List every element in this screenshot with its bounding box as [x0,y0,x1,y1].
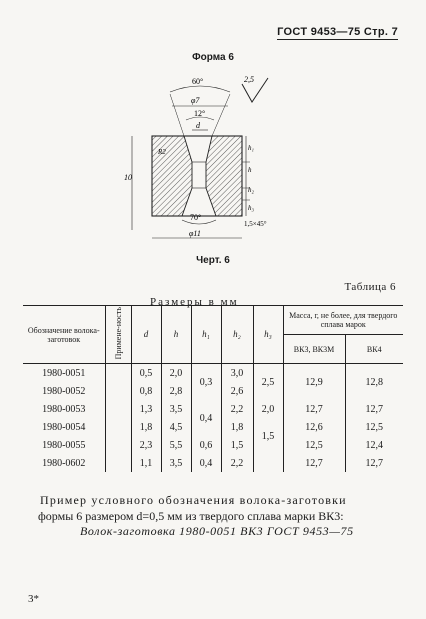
col-h: h [161,306,191,364]
col-vk3: ВК3, ВК3М [283,335,345,364]
table-units: Размеры в мм [150,296,239,308]
page-mark: 3* [28,593,39,605]
height-label: 10 [124,173,132,182]
dimensions-table [23,305,403,472]
col-mass: Масса, г, не более, для твердого сплава марок [283,306,403,335]
angle-top-label: 60° [192,77,204,86]
example-line-2: формы 6 размером d=0,5 мм из твердого сплава марки ВК3: [38,509,344,523]
figure-title: Форма 6 [192,52,234,63]
header-rule [277,39,398,40]
h-label: h [248,166,252,174]
table-row: 1980-0054 1,8 4,5 1,8 1,5 12,6 12,5 [23,418,403,436]
svg-text:2,5: 2,5 [244,75,254,84]
phi11-label: φ11 [189,229,201,238]
angle-mid-label: 12° [194,109,206,118]
angle-bottom-label: 70° [190,213,202,222]
phi7-label: φ7 [191,96,200,105]
table-row: 1980-0053 1,3 3,5 0,4 2,2 2,0 12,7 12,7 [23,400,403,418]
example-line-1: Пример условного обозначения волока-заготовки [40,493,347,507]
table-row: 1980-0055 2,3 5,5 0,6 1,5 12,5 12,4 [23,436,403,454]
col-vk4: ВК4 [345,335,403,364]
table-header-row [23,306,403,335]
technical-drawing [120,70,280,250]
figure-caption: Черт. 6 [196,255,230,266]
example-designation: Волок-заготовка 1980-0051 ВК3 ГОСТ 9453—75 [80,524,354,538]
col-designation: Обозначение волока-заготовок [23,306,105,364]
col-d: d [131,306,161,364]
table-number: Таблица 6 [344,281,396,293]
table-row: 1980-0051 0,5 2,0 0,3 3,0 2,5 12,9 12,8 [23,364,403,383]
col-applicability: Примене-ность [105,306,131,364]
col-h2: h₂ [221,306,253,364]
d-label: d [196,121,200,130]
header-text: ГОСТ 9453—75 Стр. 7 [277,26,398,38]
roughness-mark [242,75,268,102]
table-row: 1980-0602 1,1 3,5 0,4 2,2 12,7 12,7 [23,454,403,472]
chamfer-label: 1,5×45° [244,220,267,228]
h3-label: h₃ [248,204,254,212]
table-row: 1980-0052 0,8 2,8 2,6 [23,382,403,400]
col-h1: h₁ [191,306,221,364]
h2-label: h₂ [248,186,254,194]
radius-label: R2 [158,148,166,156]
h1-label: h₁ [248,144,254,152]
col-h3: h₃ [253,306,283,364]
page-header [0,26,398,38]
